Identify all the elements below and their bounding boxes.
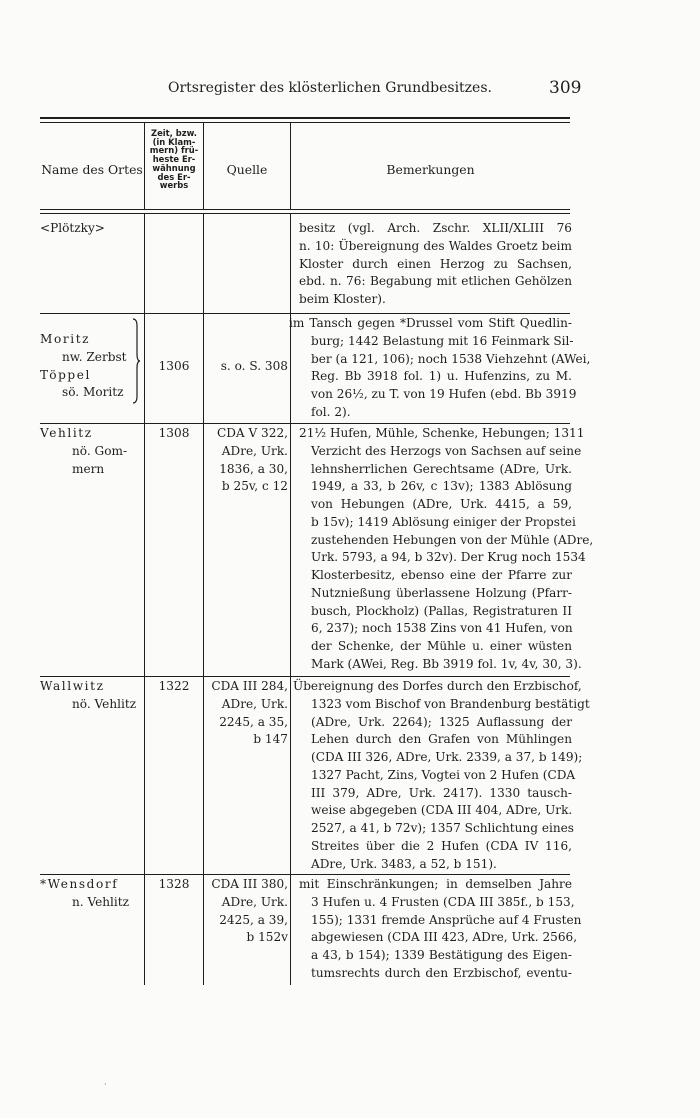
remark-line: ebd. n. 76: Begabung mit etlichen Gehölzen (299, 274, 572, 289)
remark-line: 2527, a 41, b 72v); 1357 Schlichtung eines (311, 821, 575, 835)
source (204, 425, 290, 496)
remark-line: von 26½, zu T. von 19 Hufen (ebd. Bb 3919 (311, 387, 577, 401)
column-divider (144, 213, 145, 985)
remark-line: 1949, a 33, b 26v, c 13v); 1383 Ablösung (311, 479, 572, 494)
place-name (40, 425, 142, 478)
running-title: Ortsregister des klösterlichen Grundbesitzes. (168, 80, 492, 96)
remark-line: Verzicht des Herzogs von Sachsen auf seine (311, 443, 582, 458)
year: 1308 (158, 426, 190, 440)
column-header-zeit (145, 129, 203, 190)
remark-line: b 15v); 1419 Ablösung einiger der Propstei (311, 514, 576, 529)
scan-speck: · (104, 1080, 107, 1090)
remark-line: busch, Plockholz) (Pallas, Registraturen II (311, 603, 572, 618)
brace-icon (132, 318, 140, 404)
remark-line: 1323 vom Bischof von Brandenburg bestätigt (311, 696, 590, 711)
source-line: ADre, Urk. (221, 696, 288, 711)
remark-line: Kloster durch einen Herzog zu Sachsen, (299, 256, 572, 271)
remark-line: im Tansch gegen *Drussel vom Stift Quedlin- (289, 316, 572, 330)
source-line: ADre, Urk. (221, 894, 288, 909)
remark-line: Nutznießung überlassene Holzung (Pfarr- (311, 585, 572, 600)
remark-line: Lehen durch den Grafen von Mühlingen (311, 732, 572, 747)
header-line: heste Er- (152, 154, 196, 165)
remark-line: besitz (vgl. Arch. Zschr. XLII/XLIII 76 (299, 221, 572, 235)
remark-line: weise abgegeben (CDA III 404, ADre, Urk. (311, 803, 573, 818)
year: 1322 (158, 679, 190, 693)
remark-line: Übereignung des Dorfes durch den Erzbischof, (293, 679, 582, 693)
row-separator (40, 313, 570, 314)
source-line: CDA V 322, (216, 426, 288, 440)
remark-line: a 43, b 154); 1339 Bestätigung des Eigen- (311, 948, 572, 962)
page-number: 309 (549, 78, 582, 98)
place-location: nö. Gom- (72, 443, 128, 458)
remarks (299, 876, 582, 983)
remark-line: ADre, Urk. 3483, a 52, b 151). (311, 856, 497, 871)
source-line: ADre, Urk. (221, 443, 288, 458)
remark-line: lehnsherrlichen Gerechtsame (ADre, Urk. (311, 461, 572, 476)
remark-line: 21½ Hufen, Mühle, Schenke, Hebungen; 1311 (299, 426, 585, 440)
remarks (299, 425, 594, 674)
remark-line: Klosterbesitz, ebenso eine der Pfarre zur (311, 568, 572, 582)
remark-line: tumsrechts durch den Erzbischof, eventu- (311, 965, 572, 980)
header-bottom-rule-2 (40, 213, 570, 214)
place-location: sö. Moritz (62, 385, 124, 400)
remark-line: (CDA III 326, ADre, Urk. 2339, a 37, b 149); (311, 750, 583, 764)
remark-line: von Hebungen (ADre, Urk. 4415, a 59, (311, 497, 572, 511)
remarks (299, 220, 572, 309)
remark-line: 155); 1331 fremde Ansprüche auf 4 Frusten (311, 912, 582, 927)
header-line: des Er- (157, 171, 191, 182)
remark-line: Urk. 5793, a 94, b 32v). Der Krug noch 1534 (311, 550, 586, 565)
remark-line: fol. 2). (311, 404, 351, 419)
source-line: s. o. S. 308 (220, 359, 288, 373)
source-line: b 147 (253, 732, 288, 747)
remark-line: der Schenke, der Mühle u. einer wüsten (311, 639, 572, 653)
source-line: 1836, a 30, (219, 461, 288, 476)
table-top-rule (40, 117, 570, 119)
remark-line: Reg. Bb 3918 fol. 1) u. Hufenzins, zu M. (311, 369, 572, 384)
place-location: nw. Zerbst (62, 349, 127, 364)
place-name (40, 876, 142, 912)
source (204, 358, 290, 376)
source-line: b 25v, c 12 (221, 479, 288, 494)
column-divider (203, 213, 204, 985)
header-line: werbs (159, 180, 189, 191)
column-header-quelle: Quelle (226, 162, 268, 177)
source-line: CDA III 380, (211, 877, 288, 891)
source-line: b 152v (246, 930, 288, 945)
year: 1328 (158, 877, 190, 891)
place-name (40, 331, 142, 402)
source-line: CDA III 284, (211, 679, 288, 693)
column-header-bemerkungen: Bemerkungen (386, 162, 475, 177)
remark-line: III 379, ADre, Urk. 2417). 1330 tausch- (311, 785, 572, 800)
remark-line: abgewiesen (CDA III 423, ADre, Urk. 2566, (311, 930, 578, 945)
place-name-line: Moritz (40, 332, 91, 346)
remarks (289, 315, 591, 422)
header-line: (in Klam- (152, 136, 196, 147)
remark-line: mit Einschränkungen; in demselben Jahre (299, 877, 572, 891)
source (204, 678, 290, 749)
place-location: mern (72, 461, 105, 476)
source (204, 876, 290, 947)
source-line: 2425, a 39, (219, 912, 288, 927)
remark-line: Mark (AWei, Reg. Bb 3919 fol. 1v, 4v, 30, 3). (311, 656, 582, 671)
header-line: Zeit, bzw. (151, 128, 197, 138)
row-separator (40, 423, 570, 424)
column-header-name: Name des Ortes (41, 162, 143, 177)
row-separator (40, 676, 570, 677)
remarks (293, 678, 590, 873)
row-separator (40, 874, 570, 875)
remark-line: Streites über die 2 Hufen (CDA IV 116, (311, 838, 572, 853)
remark-line: zustehenden Hebungen von der Mühle (ADre, (311, 532, 594, 547)
place-location: nö. Vehlitz (72, 696, 137, 711)
remark-line: ber (a 121, 106); noch 1538 Viehzehnt (AWei, (311, 351, 591, 366)
remark-line: 6, 237); noch 1538 Zins von 41 Hufen, von (311, 621, 573, 636)
source-line: 2245, a 35, (219, 714, 288, 729)
remark-line: 3 Hufen u. 4 Frusten (CDA III 385f., b 153, (311, 894, 575, 909)
place-name-line: *Wensdorf (40, 877, 119, 891)
place-name-line: <Plötzky> (40, 221, 105, 235)
remark-line: n. 10: Übereignung des Waldes Groetz beim (299, 238, 572, 253)
table-top-rule-thin (40, 122, 570, 123)
place-name (40, 220, 142, 238)
remark-line: burg; 1442 Belastung mit 16 Feinmark Sil- (311, 333, 574, 348)
place-location: n. Vehlitz (72, 894, 130, 909)
remark-line: 1327 Pacht, Zins, Vogtei von 2 Hufen (CDA (311, 767, 576, 782)
year: 1306 (158, 359, 190, 373)
remark-line: (ADre, Urk. 2264); 1325 Auflassung der (311, 714, 572, 729)
header-line: wähnung (152, 162, 196, 173)
place-name (40, 678, 142, 714)
place-name-line: Töppel (40, 367, 91, 382)
place-name-line: Wallwitz (40, 679, 105, 693)
header-line: mern) frü- (149, 145, 199, 156)
header-bottom-rule (40, 209, 570, 210)
place-name-line: Vehlitz (40, 426, 93, 440)
remark-line: beim Kloster). (299, 292, 386, 306)
